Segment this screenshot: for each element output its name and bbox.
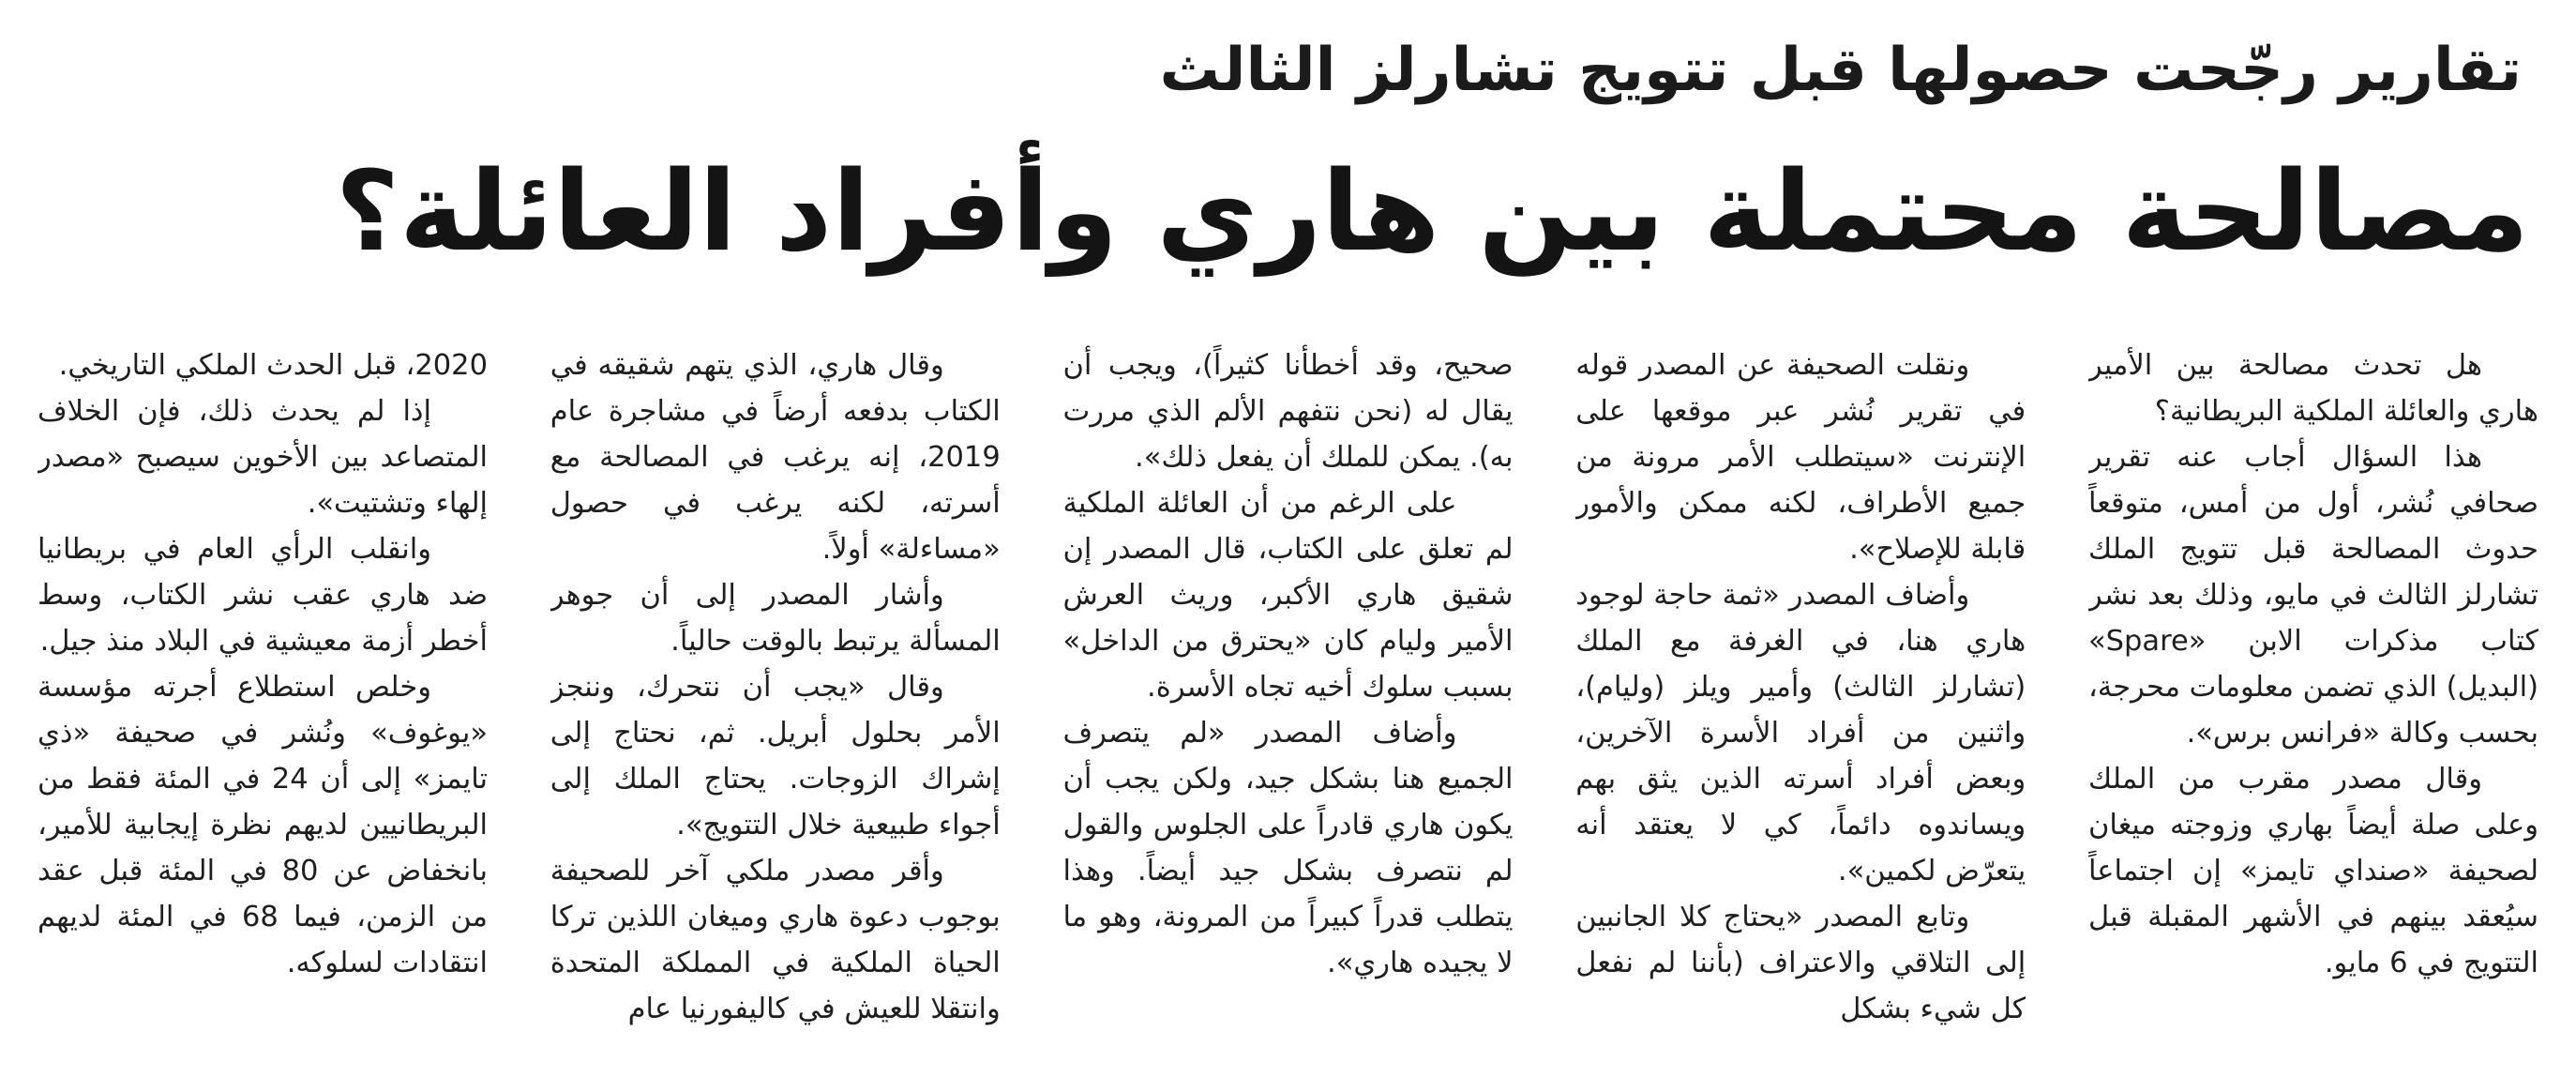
- article-headline: مصالحة محتملة بين هاري وأفراد العائلة؟: [335, 146, 2529, 276]
- paragraph: إذا لم يحدث ذلك، فإن الخلاف المتصاعد بين الأخوين سيصبح «مصدر إلهاء وتشتيت».: [38, 395, 488, 520]
- paragraph: صحيح، وقد أخطأنا كثيراً)، ويجب أن يقال له (نحن نتفهم الألم الذي مررت به). يمكن للملك أن يفعل ذلك».: [1062, 349, 1514, 474]
- paragraph: هل تحدث مصالحة بين الأمير هاري والعائلة الملكية البريطانية؟: [2088, 349, 2538, 428]
- paragraph: وقال «يجب أن نتحرك، وننجز الأمر بحلول أبريل. ثم، نحتاج إلى إشراك الزوجات. يحتاج الملك إلى أجواء طبيعية خلال التتويج».: [550, 671, 1001, 842]
- column-4: [550, 342, 1001, 1058]
- paragraph: هذا السؤال أجاب عنه تقرير صحافي نُشر، أول من أمس، متوقعاً حدوث المصالحة قبل تتويج الملك تشارلز الثالث في مايو، وذلك بعد نشر كتاب مذكرات الابن «Spare» (البديل) الذي تضمن معلومات محرجة، بحسب وكالة «فرانس برس».: [2088, 441, 2538, 750]
- article-body: [38, 342, 2538, 1058]
- paragraph: وانقلب الرأي العام في بريطانيا ضد هاري عقب نشر الكتاب، وسط أخطر أزمة معيشية في البلاد منذ جيل.: [38, 533, 488, 658]
- paragraph: وأضاف المصدر «ثمة حاجة لوجود هاري هنا، في الغرفة مع الملك (تشارلز الثالث) وأمير ويلز (وليام)، واثنين من أفراد الأسرة الآخرين، وبعض أفراد أسرته الذين يثق بهم ويساندوه دائماً، كي لا يعتقد أنه يتعرّض لكمين».: [1575, 579, 2026, 887]
- paragraph: وقال هاري، الذي يتهم شقيقه في الكتاب بدفعه أرضاً في مشاجرة عام 2019، إنه يرغب في المصالحة مع أسرته، لكنه يرغب في حصول «مساءلة» أولاً.: [550, 349, 1001, 566]
- column-1: [2088, 342, 2538, 1058]
- paragraph: وأضاف المصدر «لم يتصرف الجميع هنا بشكل جيد، ولكن يجب أن يكون هاري قادراً على الجلوس والقول لم نتصرف بشكل جيد أيضاً. وهذا يتطلب قدراً كبيراً من المرونة، وهو ما لا يجيده هاري».: [1062, 717, 1514, 979]
- column-5: [38, 342, 488, 1058]
- paragraph: 2020، قبل الحدث الملكي التاريخي.: [58, 349, 488, 382]
- column-3: [1063, 342, 1514, 1058]
- paragraph: وأقر مصدر ملكي آخر للصحيفة بوجوب دعوة هاري وميغان اللذين تركا الحياة الملكية في المملكة المتحدة وانتقلا للعيش في كاليفورنيا عام: [550, 855, 1001, 1025]
- paragraph: وأشار المصدر إلى أن جوهر المسألة يرتبط بالوقت حالياً.: [550, 579, 1001, 658]
- paragraph: وقال مصدر مقرب من الملك وعلى صلة أيضاً بهاري وزوجته ميغان لصحيفة «صنداي تايمز» إن اجتماعاً سيُعقد بينهم في الأشهر المقبلة قبل التتويج في 6 مايو.: [2088, 763, 2538, 979]
- column-2: [1575, 342, 2026, 1058]
- paragraph: على الرغم من أن العائلة الملكية لم تعلق على الكتاب، قال المصدر إن شقيق هاري الأكبر، وريث العرش الأمير وليام كان «يحترق من الداخل» بسبب سلوك أخيه تجاه الأسرة.: [1062, 487, 1514, 704]
- article-kicker: تقارير رجّحت حصولها قبل تتويج تشارلز الثالث: [1159, 36, 2522, 105]
- paragraph: وتابع المصدر «يحتاج كلا الجانبين إلى التلاقي والاعتراف (بأننا لم نفعل كل شيء بشكل: [1575, 901, 2026, 1025]
- paragraph: وخلص استطلاع أجرته مؤسسة «يوغوف» ونُشر في صحيفة «ذي تايمز» إلى أن 24 في المئة فقط من البريطانيين لديهم نظرة إيجابية للأمير، بانخفاض عن 80 في المئة قبل عقد من الزمن، فيما 68 في المئة لديهم انتقادات لسلوكه.: [38, 671, 488, 979]
- paragraph: ونقلت الصحيفة عن المصدر قوله في تقرير نُشر عبر موقعها على الإنترنت «سيتطلب الأمر مرونة من جميع الأطراف، لكنه ممكن والأمور قابلة للإصلاح».: [1575, 349, 2026, 566]
